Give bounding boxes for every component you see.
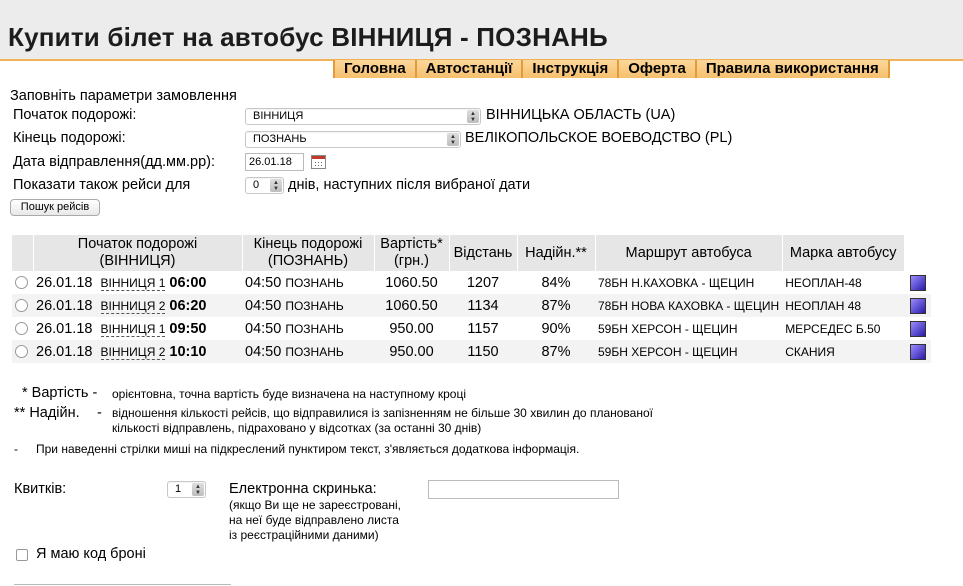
header-icon (904, 235, 931, 271)
arrival-station: ПОЗНАНЬ (285, 344, 344, 359)
trip-reliability: 90% (517, 317, 595, 340)
departure-time: 06:00 (169, 274, 207, 291)
end-region: ВЕЛІКОПОЛЬСКОЕ ВОЕВОДСТВО (PL) (465, 130, 733, 146)
trip-price: 1060.50 (374, 294, 449, 317)
trip-brand: НЕОПЛАН 48 (782, 294, 904, 317)
trip-radio[interactable] (15, 276, 28, 289)
bus-photo-icon[interactable] (910, 298, 926, 314)
results-table (12, 235, 932, 363)
reliability-note-dash: - (97, 405, 102, 421)
page-title: Купити білет на автобус ВІННИЦЯ - ПОЗНАНЬ (8, 22, 608, 52)
trip-reliability: 87% (517, 340, 595, 363)
trip-route: 59БН ХЕРСОН - ЩЕЦИН (595, 340, 782, 363)
departure-time: 10:10 (169, 343, 207, 360)
arrival-time: 04:50 (245, 343, 282, 360)
trip-distance: 1207 (449, 271, 517, 294)
trip-route: 59БН ХЕРСОН - ЩЕЦИН (595, 317, 782, 340)
email-input[interactable] (428, 480, 619, 499)
trip-route: 78БН Н.КАХОВКА - ЩЕЦИН (595, 271, 782, 294)
end-label: Кінець подорожі: (13, 130, 126, 146)
menu-home[interactable]: Головна (333, 60, 417, 78)
price-note-text: орієнтовна, точна вартість буде визначена на наступному кроці (112, 387, 466, 401)
trip-radio[interactable] (15, 299, 28, 312)
header-brand: Марка автобусу (782, 235, 904, 271)
date-label: Дата відправлення(дд.мм.рр): (13, 154, 215, 170)
select-arrows-icon: ▲ ▼ (270, 179, 282, 192)
header-price: Вартість* (грн.) (374, 235, 449, 271)
trip-price: 950.00 (374, 340, 449, 363)
email-hint-line1: (якщо Ви ще не зареєстровані, (229, 498, 401, 512)
arrival-station: ПОЗНАНЬ (285, 275, 344, 290)
trip-distance: 1157 (449, 317, 517, 340)
days-select-value: 0 (253, 179, 260, 191)
table-header-row (12, 235, 931, 271)
arrival-station: ПОЗНАНЬ (285, 298, 344, 313)
trip-brand: СКАНИЯ (782, 340, 904, 363)
arrival-time: 04:50 (245, 320, 282, 337)
bus-photo-icon[interactable] (910, 344, 926, 360)
start-label: Початок подорожі: (13, 107, 137, 123)
tickets-select[interactable] (167, 481, 206, 498)
email-label: Електронна скринька: (229, 481, 377, 497)
reliability-note-line2: кількості відправлень, підраховано у відсотках (за останні 30 днів) (112, 421, 482, 435)
departure-station[interactable]: ВІННИЦЯ 1 (100, 275, 166, 290)
form-heading: Заповніть параметри замовлення (10, 88, 237, 104)
header-start: Початок подорожі (ВІННИЦЯ) (33, 235, 242, 271)
date-input[interactable]: 26.01.18 (245, 153, 304, 171)
trip-date: 26.01.18 (36, 297, 93, 314)
menu-instructions[interactable]: Інструкція (523, 60, 619, 78)
tickets-label: Квитків: (14, 481, 67, 497)
email-hint-line2: на неї буде відправлено листа (229, 513, 399, 527)
trip-distance: 1150 (449, 340, 517, 363)
search-button[interactable]: Пошук рейсів (10, 199, 100, 216)
table-row[interactable] (12, 340, 931, 363)
start-select-value: ВІННИЦЯ (253, 110, 304, 122)
trip-reliability: 87% (517, 294, 595, 317)
end-select[interactable] (245, 131, 461, 148)
trip-date: 26.01.18 (36, 274, 93, 291)
divider (14, 584, 231, 585)
table-row[interactable] (12, 294, 931, 317)
trip-radio[interactable] (15, 322, 28, 335)
trip-radio[interactable] (15, 345, 28, 358)
trip-price: 1060.50 (374, 271, 449, 294)
departure-station[interactable]: ВІННИЦЯ 1 (100, 321, 166, 336)
arrival-time: 04:50 (245, 274, 282, 291)
end-select-value: ПОЗНАНЬ (253, 133, 307, 145)
page-header (0, 0, 963, 60)
reliability-note-key: ** Надійн. (14, 405, 80, 421)
header-reliability: Надійн.** (517, 235, 595, 271)
header-end: Кінець подорожі (ПОЗНАНЬ) (242, 235, 374, 271)
menu-bus-stations[interactable]: Автостанції (417, 60, 524, 78)
header-distance: Відстань (449, 235, 517, 271)
departure-time: 09:50 (169, 320, 207, 337)
table-row[interactable] (12, 317, 931, 340)
trip-date: 26.01.18 (36, 343, 93, 360)
bus-photo-icon[interactable] (910, 321, 926, 337)
show-also-label: Показати також рейси для (13, 177, 191, 193)
arrival-time: 04:50 (245, 297, 282, 314)
days-select[interactable] (245, 177, 284, 194)
hint-note-text: При наведенні стрілки миші на підкреслений пунктиром текст, з'являється додаткова інформація. (36, 442, 580, 456)
trip-distance: 1134 (449, 294, 517, 317)
bus-photo-icon[interactable] (910, 275, 926, 291)
trip-brand: МЕРСЕДЕС Б.50 (782, 317, 904, 340)
booking-code-label: Я маю код броні (36, 546, 146, 562)
start-region: ВІННИЦЬКА ОБЛАСТЬ (UA) (486, 107, 676, 123)
trip-date: 26.01.18 (36, 320, 93, 337)
menu-offer[interactable]: Оферта (619, 60, 697, 78)
trip-route: 78БН НОВА КАХОВКА - ЩЕЦИН (595, 294, 782, 317)
hint-note-dash: - (14, 442, 18, 456)
table-row[interactable] (12, 271, 931, 294)
days-suffix: днів, наступних після вибраної дати (288, 177, 531, 193)
departure-time: 06:20 (169, 297, 207, 314)
select-arrows-icon: ▲ ▼ (192, 483, 204, 496)
reliability-note-line1: відношення кількості рейсів, що відправилися із запізненням не більше 30 хвилин до планованої (112, 406, 653, 420)
header-select (12, 235, 33, 271)
menu-rules[interactable]: Правила використання (697, 60, 890, 78)
trip-price: 950.00 (374, 317, 449, 340)
price-note-key: * Вартість - (22, 385, 98, 401)
calendar-icon[interactable] (311, 155, 326, 169)
departure-station[interactable]: ВІННИЦЯ 2 (100, 344, 166, 359)
trip-reliability: 84% (517, 271, 595, 294)
arrival-station: ПОЗНАНЬ (285, 321, 344, 336)
tickets-select-value: 1 (175, 483, 182, 495)
departure-station[interactable]: ВІННИЦЯ 2 (100, 298, 166, 313)
email-hint-line3: із реєстраційними даними) (229, 528, 379, 542)
top-menu (333, 60, 890, 78)
select-arrows-icon: ▲ ▼ (447, 133, 459, 146)
trip-brand: НЕОПЛАН-48 (782, 271, 904, 294)
booking-code-checkbox[interactable] (16, 549, 28, 561)
select-arrows-icon: ▲ ▼ (467, 110, 479, 123)
header-route: Маршрут автобуса (595, 235, 782, 271)
start-select[interactable] (245, 108, 481, 125)
